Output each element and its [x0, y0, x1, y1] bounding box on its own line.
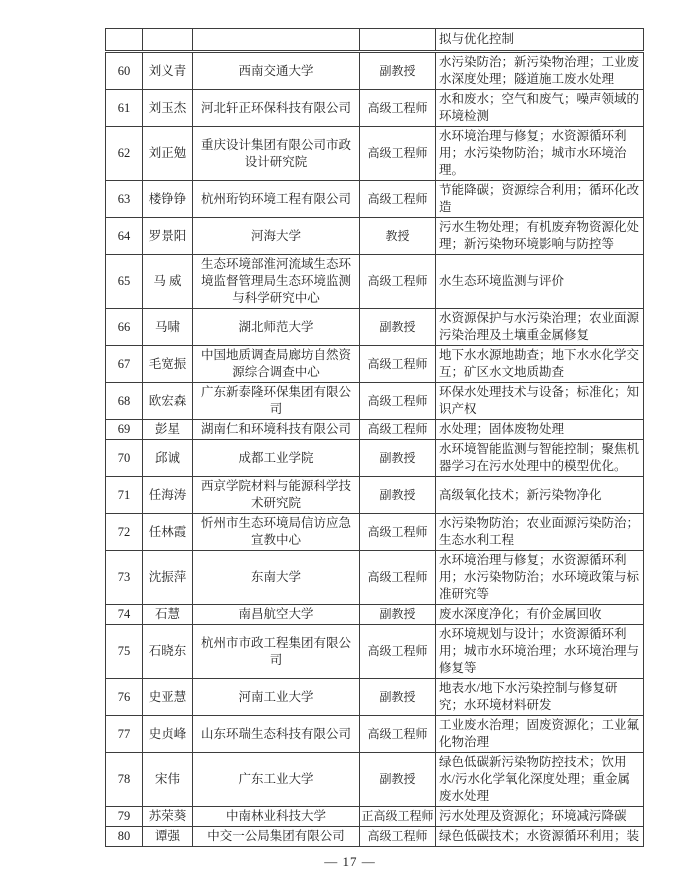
cell-specialty: 污水处理及资源化；环境减污降碳: [436, 807, 644, 827]
cell-specialty: 水环境智能监测与智能控制；聚焦机器学习在污水处理中的模型优化。: [436, 440, 644, 477]
cell-name: 宋伟: [143, 753, 193, 807]
cell-name: 任海涛: [143, 477, 193, 514]
cell-no: 62: [106, 127, 143, 181]
cell-specialty: 地下水水源地勘查；地下水水化学交互；矿区水文地质勘查: [436, 346, 644, 383]
cell-title: 高级工程师: [360, 827, 436, 847]
cell-title: [360, 29, 436, 52]
cell-org: 东南大学: [193, 551, 360, 605]
table-row: [106, 477, 644, 514]
cell-org: 河北轩正环保科技有限公司: [193, 90, 360, 127]
cell-no: 80: [106, 827, 143, 847]
table-row: [106, 127, 644, 181]
cell-specialty: 环保水处理技术与设备；标准化；知识产权: [436, 383, 644, 420]
table-row: [106, 440, 644, 477]
cell-name: 石慧: [143, 605, 193, 625]
cell-title: 高级工程师: [360, 127, 436, 181]
cell-specialty: 高级氧化技术；新污染物净化: [436, 477, 644, 514]
table-row: [106, 625, 644, 679]
table-row: [106, 90, 644, 127]
cell-no: 70: [106, 440, 143, 477]
cell-title: 副教授: [360, 679, 436, 716]
cell-title: 高级工程师: [360, 514, 436, 551]
cell-specialty: 水资源保护与水污染治理；农业面源污染治理及土壤重金属修复: [436, 309, 644, 346]
cell-org: 杭州市市政工程集团有限公司: [193, 625, 360, 679]
cell-title: 高级工程师: [360, 420, 436, 440]
cell-name: 谭强: [143, 827, 193, 847]
cell-org: 西南交通大学: [193, 52, 360, 90]
cell-org: [193, 29, 360, 52]
table-row: [106, 309, 644, 346]
page-number: — 17 —: [324, 854, 376, 869]
cell-org: 河海大学: [193, 218, 360, 255]
cell-title: 副教授: [360, 753, 436, 807]
cell-title: 高级工程师: [360, 625, 436, 679]
cell-no: 66: [106, 309, 143, 346]
cell-title: 正高级工程师: [360, 807, 436, 827]
cell-name: 任林霞: [143, 514, 193, 551]
cell-org: 湖北师范大学: [193, 309, 360, 346]
table-body: [106, 29, 644, 847]
cell-name: 欧宏森: [143, 383, 193, 420]
cell-title: 副教授: [360, 605, 436, 625]
table-row: [106, 420, 644, 440]
cell-specialty: 地表水/地下水污染控制与修复研究；水环境材料研发: [436, 679, 644, 716]
cell-name: 邱诚: [143, 440, 193, 477]
cell-org: 山东环瑞生态科技有限公司: [193, 716, 360, 753]
cell-org: 成都工业学院: [193, 440, 360, 477]
cell-title: 高级工程师: [360, 716, 436, 753]
cell-name: 刘玉杰: [143, 90, 193, 127]
cell-title: 高级工程师: [360, 255, 436, 309]
cell-name: 刘义青: [143, 52, 193, 90]
cell-org: 中国地质调查局廊坊自然资源综合调查中心: [193, 346, 360, 383]
cell-no: 76: [106, 679, 143, 716]
cell-no: 60: [106, 52, 143, 90]
cell-name: 楼铮铮: [143, 181, 193, 218]
table-row: [106, 52, 644, 90]
cell-specialty: 水污染物防治；农业面源污染防治；生态水利工程: [436, 514, 644, 551]
cell-no: 72: [106, 514, 143, 551]
table-row: [106, 383, 644, 420]
cell-org: 湖南仁和环境科技有限公司: [193, 420, 360, 440]
table-row: [106, 551, 644, 605]
cell-org: 广东新泰隆环保集团有限公司: [193, 383, 360, 420]
experts-table: [105, 28, 644, 847]
cell-no: 71: [106, 477, 143, 514]
cell-name: 苏荣葵: [143, 807, 193, 827]
table-row: [106, 679, 644, 716]
cell-specialty: 绿色低碳新污染物防控技术；饮用水/污水化学氧化深度处理；重金属废水处理: [436, 753, 644, 807]
cell-name: [143, 29, 193, 52]
cell-specialty: 拟与优化控制: [436, 29, 644, 52]
cell-name: 马 威: [143, 255, 193, 309]
cell-no: 78: [106, 753, 143, 807]
cell-no: 77: [106, 716, 143, 753]
cell-specialty: 水生态环境监测与评价: [436, 255, 644, 309]
table-row: [106, 514, 644, 551]
table-row: [106, 716, 644, 753]
cell-org: 生态环境部淮河流域生态环境监督管理局生态环境监测与科学研究中心: [193, 255, 360, 309]
cell-specialty: 水污染防治；新污染物治理；工业废水深度处理；隧道施工废水处理: [436, 52, 644, 90]
cell-specialty: 绿色低碳技术；水资源循环利用；装: [436, 827, 644, 847]
cell-name: 毛宽振: [143, 346, 193, 383]
cell-org: 杭州珩钧环境工程有限公司: [193, 181, 360, 218]
cell-org: 南昌航空大学: [193, 605, 360, 625]
table-row: [106, 807, 644, 827]
cell-title: 高级工程师: [360, 90, 436, 127]
cell-specialty: 废水深度净化；有价金属回收: [436, 605, 644, 625]
table-row: [106, 29, 644, 52]
cell-specialty: 水环境治理与修复；水资源循环利用；水污染物防治；城市水环境治理。: [436, 127, 644, 181]
cell-no: 65: [106, 255, 143, 309]
cell-org: 西京学院材料与能源科学技术研究院: [193, 477, 360, 514]
table-row: [106, 346, 644, 383]
table-row: [106, 753, 644, 807]
cell-no: [106, 29, 143, 52]
cell-title: 副教授: [360, 52, 436, 90]
cell-no: 63: [106, 181, 143, 218]
cell-title: 高级工程师: [360, 181, 436, 218]
cell-specialty: 水处理；固体废物处理: [436, 420, 644, 440]
cell-name: 马啸: [143, 309, 193, 346]
cell-org: 忻州市生态环境局信访应急宣教中心: [193, 514, 360, 551]
cell-org: 中南林业科技大学: [193, 807, 360, 827]
cell-name: 石晓东: [143, 625, 193, 679]
cell-no: 67: [106, 346, 143, 383]
cell-no: 74: [106, 605, 143, 625]
cell-no: 73: [106, 551, 143, 605]
cell-title: 副教授: [360, 309, 436, 346]
cell-no: 69: [106, 420, 143, 440]
cell-org: 河南工业大学: [193, 679, 360, 716]
cell-org: 重庆设计集团有限公司市政设计研究院: [193, 127, 360, 181]
table-row: [106, 827, 644, 847]
cell-org: 广东工业大学: [193, 753, 360, 807]
cell-specialty: 水和废水；空气和废气；噪声领域的环境检测: [436, 90, 644, 127]
cell-name: 刘正勉: [143, 127, 193, 181]
cell-name: 史亚慧: [143, 679, 193, 716]
table-row: [106, 255, 644, 309]
cell-specialty: 水环境规划与设计；水资源循环利用；城市水环境治理；水环境治理与修复等: [436, 625, 644, 679]
cell-no: 68: [106, 383, 143, 420]
cell-org: 中交一公局集团有限公司: [193, 827, 360, 847]
cell-title: 副教授: [360, 477, 436, 514]
cell-name: 史贞峰: [143, 716, 193, 753]
cell-no: 79: [106, 807, 143, 827]
table-row: [106, 605, 644, 625]
cell-specialty: 水环境治理与修复；水资源循环利用；水污染物防治；水环境政策与标准研究等: [436, 551, 644, 605]
cell-title: 高级工程师: [360, 551, 436, 605]
cell-name: 彭星: [143, 420, 193, 440]
cell-title: 教授: [360, 218, 436, 255]
cell-title: 高级工程师: [360, 346, 436, 383]
table-row: [106, 181, 644, 218]
cell-specialty: 污水生物处理；有机废弃物资源化处理；新污染物环境影响与防控等: [436, 218, 644, 255]
cell-no: 61: [106, 90, 143, 127]
cell-title: 高级工程师: [360, 383, 436, 420]
cell-title: 副教授: [360, 440, 436, 477]
table-row: [106, 218, 644, 255]
cell-no: 75: [106, 625, 143, 679]
cell-name: 罗景阳: [143, 218, 193, 255]
cell-no: 64: [106, 218, 143, 255]
cell-name: 沈振萍: [143, 551, 193, 605]
cell-specialty: 节能降碳；资源综合利用；循环化改造: [436, 181, 644, 218]
cell-specialty: 工业废水治理；固废资源化；工业氟化物治理: [436, 716, 644, 753]
